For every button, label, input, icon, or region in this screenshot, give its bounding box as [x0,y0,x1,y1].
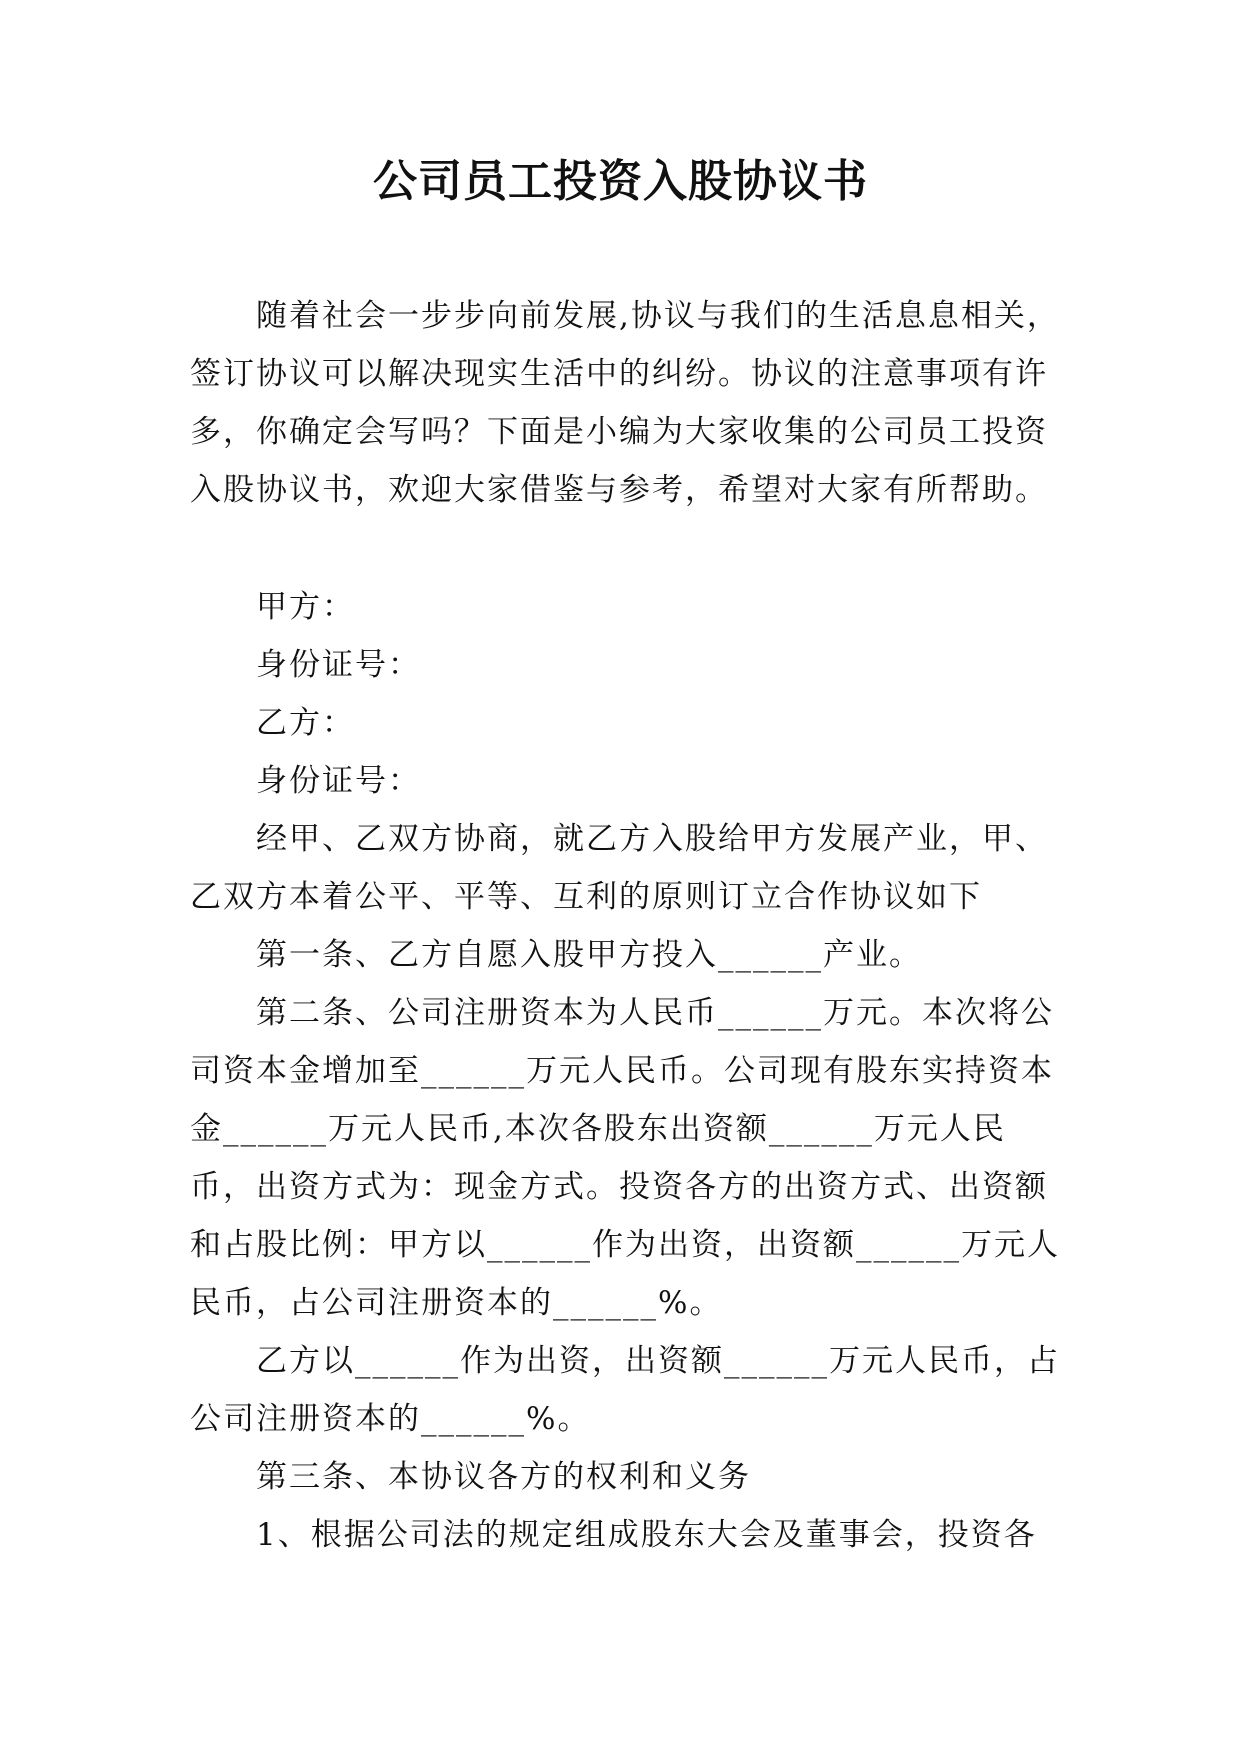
preamble-paragraph: 经甲、乙双方协商，就乙方入股给甲方发展产业，甲、乙双方本着公平、平等、互利的原则订立合作协议如下 [190,821,1048,915]
party-a-id-line: 身份证号： [256,647,421,683]
agreement-body [190,578,1070,1564]
intro-section [190,287,1070,519]
intro-paragraph: 随着社会一步步向前发展,协议与我们的生活息息相关，签订协议可以解决现实生活中的纠纷。协议的注意事项有许多，你确定会写吗？下面是小编为大家收集的公司员工投资入股协议书，欢迎大家借鉴与参考，希望对大家有所帮助。 [190,298,1060,508]
article-2: 第二条、公司注册资本为人民币______万元。本次将公司资本金增加至______万元人民币。公司现有股东实持资本金______万元人民币,本次各股东出资额______万元人民币，出资方式为：现金方式。投资各方的出资方式、出资额和占股比例：甲方以______作为出资，出资额______万元人民币，占公司注册资本的______%。 [190,995,1060,1321]
party-b-line: 乙方： [256,705,355,741]
article-2-party-b: 乙方以______作为出资，出资额______万元人民币，占公司注册资本的______%。 [190,1343,1060,1437]
article-3-title: 第三条、本协议各方的权利和义务 [256,1459,751,1495]
article-3-item-1: 1、根据公司法的规定组成股东大会及董事会，投资各 [256,1517,1037,1553]
article-1: 第一条、乙方自愿入股甲方投入______产业。 [256,937,922,973]
document-title: 公司员工投资入股协议书 [373,156,868,207]
party-a-line: 甲方： [256,589,355,625]
party-b-id-line: 身份证号： [256,763,421,799]
